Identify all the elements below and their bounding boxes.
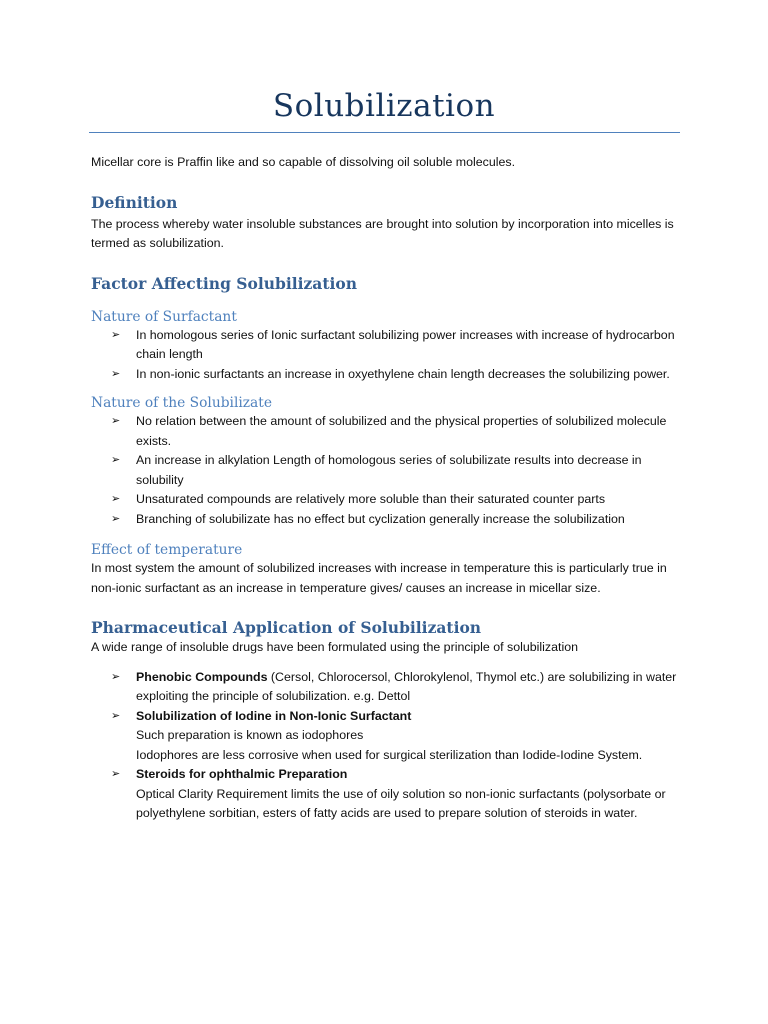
pharma-list xyxy=(91,668,681,824)
surfactant-heading: Nature of Surfactant xyxy=(91,308,237,325)
temperature-heading: Effect of temperature xyxy=(91,542,243,558)
list-item: ➢ Unsaturated compounds are relatively more soluble than their saturated counter parts xyxy=(91,490,681,510)
list-item: ➢ An increase in alkylation Length of homologous series of solubilizate results into decrease in solubility xyxy=(111,453,642,487)
list-item: ➢ Phenobic Compounds (Cersol, Chlorocersol, Chlorokylenol, Thymol etc.) are solubilizing in water exploiting the principle of solubilization. e.g. Dettol xyxy=(111,669,677,703)
arrow-bullet-icon: ➢ xyxy=(111,709,121,722)
title-underline xyxy=(89,132,680,133)
arrow-bullet-icon: ➢ xyxy=(111,670,121,683)
list-item: ➢ Steroids for ophthalmic Preparation Optical Clarity Requirement limits the use of oily solution so non-ionic surfactants (polysorbate or polyethylene sorbitian, esters of fatty acids are used to prepare solution of steroids in water. xyxy=(111,767,666,820)
arrow-bullet-icon: ➢ xyxy=(111,415,121,427)
pharma-heading: Pharmaceutical Application of Solubilization xyxy=(91,618,482,637)
page-title: Solubilization xyxy=(272,88,496,124)
arrow-bullet-icon: ➢ xyxy=(111,454,121,466)
arrow-bullet-icon: ➢ xyxy=(111,512,121,525)
intro-text: Micellar core is Praffin like and so capable of dissolving oil soluble molecules. xyxy=(91,155,516,169)
definition-heading: Definition xyxy=(91,192,178,212)
pharma-intro: A wide range of insoluble drugs have been formulated using the principle of solubilization xyxy=(91,640,578,654)
arrow-bullet-icon: ➢ xyxy=(111,367,121,380)
list-item: ➢ In non-ionic surfactants an increase in oxyethylene chain length decreases the solubilizing power. xyxy=(91,365,681,385)
temperature-text: In most system the amount of solubilized increases with increase in temperature this is particularly true in non-ionic surfactant as an increase in temperature gives/ causes an increase in micellar size. xyxy=(91,561,667,595)
factors-heading: Factor Affecting Solubilization xyxy=(91,273,357,293)
solubilizate-list xyxy=(91,412,681,529)
list-item: ➢ In homologous series of Ionic surfactant solubilizing power increases with increase of hydrocarbon chain length xyxy=(111,327,675,361)
definition-text: The process whereby water insoluble substances are brought into solution by incorporation into micelles is termed as solubilization. xyxy=(91,216,674,250)
surfactant-list xyxy=(91,326,681,385)
list-item: ➢ No relation between the amount of solubilized and the physical properties of solubilized molecule exists. xyxy=(111,414,667,448)
document-body xyxy=(91,153,681,824)
list-item: ➢ Branching of solubilizate has no effect but cyclization generally increase the solubilization xyxy=(91,510,681,530)
arrow-bullet-icon: ➢ xyxy=(111,328,121,341)
arrow-bullet-icon: ➢ xyxy=(111,768,121,780)
list-item: ➢ Solubilization of Iodine in Non-Ionic Surfactant Such preparation is known as iodophores Iodophores are less corrosive when used for surgical sterilization than Iodide-Iodine System. xyxy=(111,708,643,762)
arrow-bullet-icon: ➢ xyxy=(111,493,121,505)
solubilizate-heading: Nature of the Solubilizate xyxy=(91,395,272,411)
